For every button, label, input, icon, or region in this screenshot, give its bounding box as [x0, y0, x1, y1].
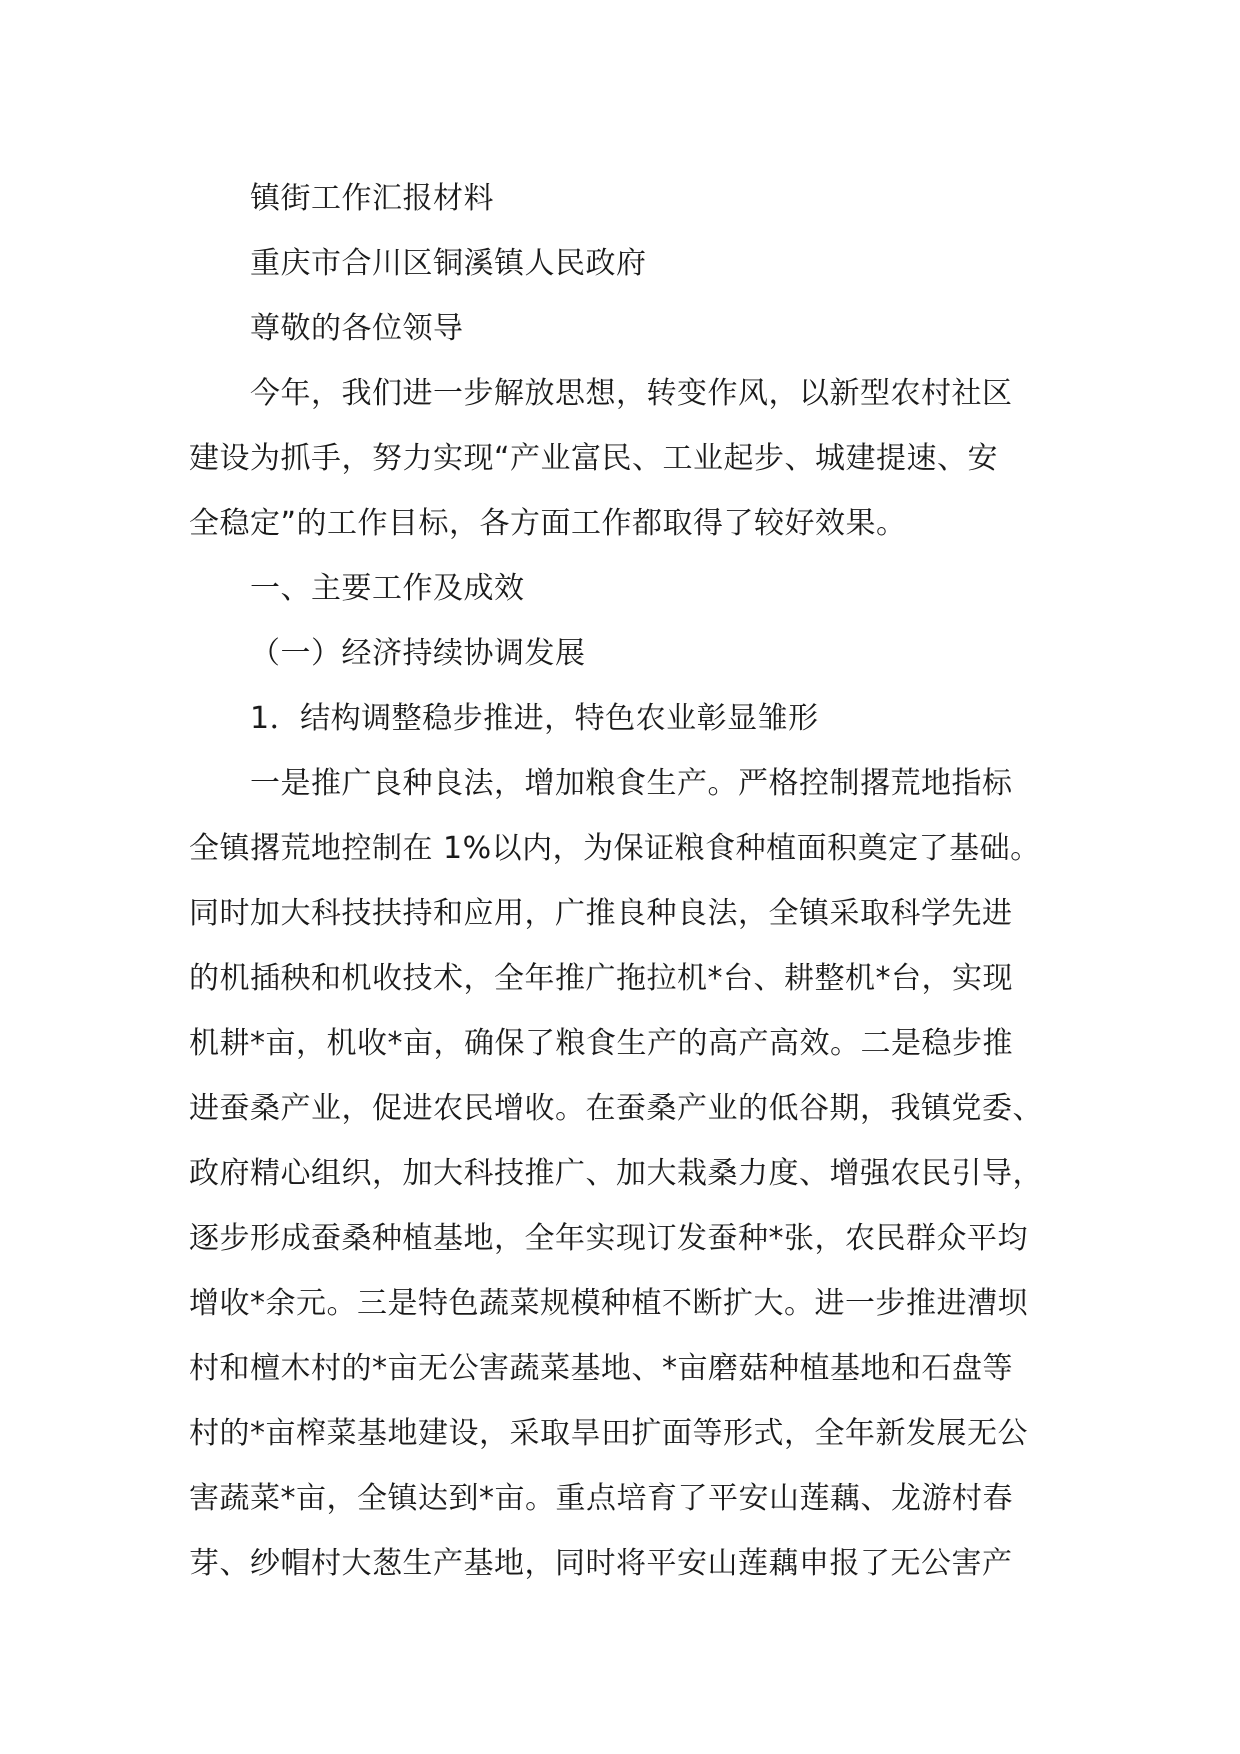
paragraph-line: 全镇撂荒地控制在 1%以内，为保证粮食种植面积奠定了基础。	[189, 831, 1041, 866]
paragraph-line: 全稳定”的工作目标，各方面工作都取得了较好效果。	[189, 506, 907, 541]
paragraph-line: 建设为抓手，努力实现“产业富民、工业起步、城建提速、安	[189, 441, 999, 476]
section-heading: 一、主要工作及成效	[250, 571, 525, 606]
paragraph-line: 村和檀木村的*亩无公害蔬菜基地、*亩磨菇种植基地和石盘等	[189, 1351, 1013, 1386]
paragraph-line: 进蚕桑产业，促进农民增收。在蚕桑产业的低谷期，我镇党委、	[189, 1091, 1043, 1126]
paragraph-line: 村的*亩榨菜基地建设，采取旱田扩面等形式，全年新发展无公	[189, 1416, 1028, 1451]
paragraph-line: 政府精心组织，加大科技推广、加大栽桑力度、增强农民引导，	[189, 1156, 1043, 1191]
document-title: 镇街工作汇报材料	[250, 181, 494, 216]
subsection-heading: （一）经济持续协调发展	[250, 636, 586, 671]
paragraph-line: 的机插秧和机收技术，全年推广拖拉机*台、耕整机*台，实现	[189, 961, 1013, 996]
paragraph-line: 机耕*亩，机收*亩，确保了粮食生产的高产高效。二是稳步推	[189, 1026, 1013, 1061]
paragraph-line: 增收*余元。三是特色蔬菜规模种植不断扩大。进一步推进漕坝	[189, 1286, 1028, 1321]
paragraph-line: 芽、纱帽村大葱生产基地，同时将平安山莲藕申报了无公害产	[189, 1546, 1013, 1581]
paragraph-line: 同时加大科技扶持和应用，广推良种良法，全镇采取科学先进	[189, 896, 1013, 931]
issuing-organization: 重庆市合川区铜溪镇人民政府	[250, 246, 647, 281]
paragraph-line: 今年，我们进一步解放思想，转变作风，以新型农村社区	[250, 376, 1013, 411]
item-heading: 1．结构调整稳步推进，特色农业彰显雏形	[250, 701, 819, 736]
paragraph-line: 害蔬菜*亩，全镇达到*亩。重点培育了平安山莲藕、龙游村春	[189, 1481, 1013, 1516]
paragraph-line: 一是推广良种良法，增加粮食生产。严格控制撂荒地指标	[250, 766, 1013, 801]
paragraph-line: 逐步形成蚕桑种植基地，全年实现订发蚕种*张，农民群众平均	[189, 1221, 1028, 1256]
salutation: 尊敬的各位领导	[250, 311, 464, 346]
